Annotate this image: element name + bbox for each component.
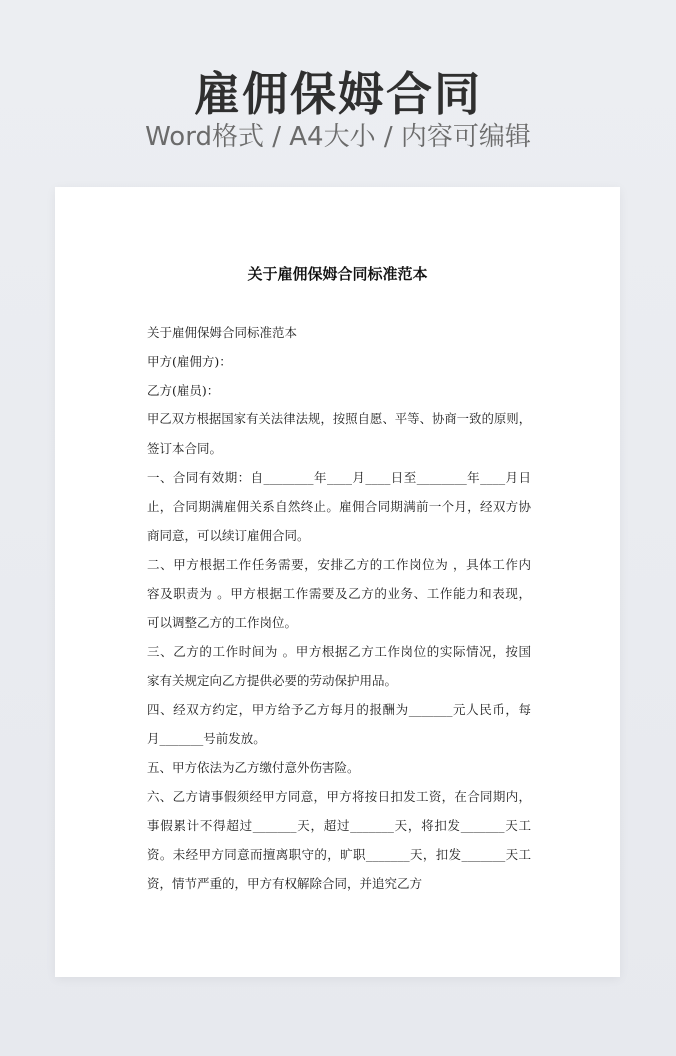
clause-5-line: 五、甲方依法为乙方缴付意外伤害险。 xyxy=(147,760,360,775)
clause-2-line: 容及职责为 。甲方根据工作需要及乙方的业务、工作能力和表现， xyxy=(147,586,531,601)
document-title: 关于雇佣保姆合同标准范本 xyxy=(247,265,428,283)
clause-6-line: 事假累计不得超过_______天，超过_______天，将扣发_______天工 xyxy=(147,818,531,833)
party-a-field: 甲方(雇佣方)： xyxy=(147,354,232,369)
clause-1-line: 止，合同期满雇佣关系自然终止。雇佣合同期满前一个月，经双方协 xyxy=(147,499,531,514)
banner-title: 雇佣保姆合同 xyxy=(194,67,482,121)
document-page xyxy=(55,187,620,977)
document-body xyxy=(147,318,531,898)
clause-1-line: 一、合同有效期：自________年____月____日至________年____月日 xyxy=(147,470,531,485)
banner-subtitle: Word格式 / A4大小 / 内容可编辑 xyxy=(145,122,531,152)
clause-1-line: 商同意，可以续订雇佣合同。 xyxy=(147,528,310,543)
clause-4-line: 月_______号前发放。 xyxy=(147,731,266,746)
clause-2-line: 二、甲方根据工作任务需要，安排乙方的工作岗位为 ，具体工作内 xyxy=(147,557,531,572)
preamble-line: 甲乙双方根据国家有关法律法规，按照自愿、平等、协商一致的原则， xyxy=(147,412,531,426)
clause-4-line: 四、经双方约定，甲方给予乙方每月的报酬为_______元人民币，每 xyxy=(147,702,531,717)
preamble-line: 签订本合同。 xyxy=(147,441,223,456)
clause-6-line: 六、乙方请事假须经甲方同意，甲方将按日扣发工资，在合同期内， xyxy=(147,789,531,804)
clause-3-line: 三、乙方的工作时间为 。甲方根据乙方工作岗位的实际情况，按国 xyxy=(147,644,531,659)
clause-3-line: 家有关规定向乙方提供必要的劳动保护用品。 xyxy=(147,673,398,688)
clause-6-line: 资。未经甲方同意而擅离职守的，旷职_______天，扣发_______天工 xyxy=(147,847,531,862)
body-line-heading: 关于雇佣保姆合同标准范本 xyxy=(147,325,298,340)
clause-2-line: 可以调整乙方的工作岗位。 xyxy=(147,615,298,630)
party-b-field: 乙方(雇员)： xyxy=(147,383,220,398)
clause-6-line: 资，情节严重的，甲方有权解除合同，并追究乙方 xyxy=(147,876,423,891)
